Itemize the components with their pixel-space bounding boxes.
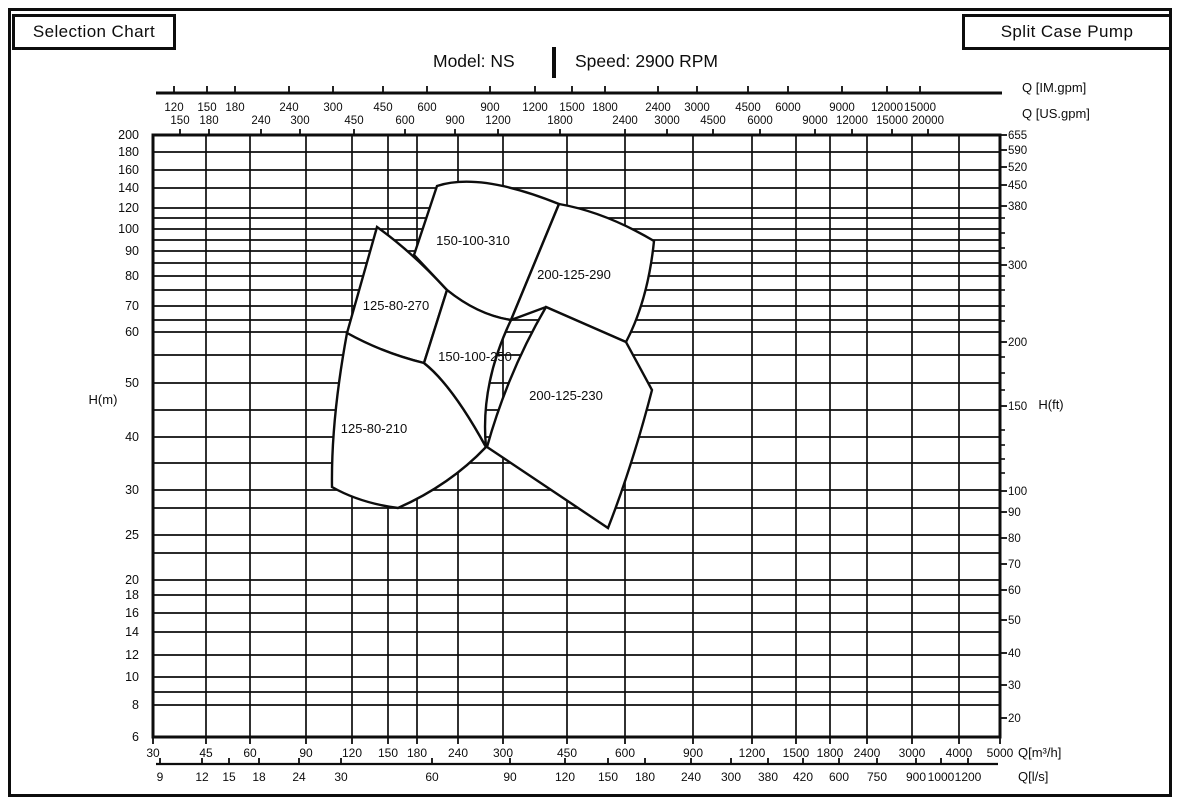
- ls-tick-label: 180: [634, 770, 656, 784]
- us-tick-label: 1800: [547, 115, 573, 127]
- m3h-tick-label: 90: [299, 746, 313, 760]
- m3h-tick-label: 30: [146, 746, 160, 760]
- m3h-tick-label: 5000: [986, 746, 1014, 760]
- m3h-tick-label: 60: [243, 746, 257, 760]
- im-tick-label: 6000: [775, 102, 801, 114]
- im-tick-label: 120: [164, 102, 184, 114]
- ls-axis-name: Q[l/s]: [1018, 769, 1049, 784]
- m3h-tick-label: 450: [556, 746, 578, 760]
- hft-tick-label: 60: [1008, 585, 1021, 597]
- hm-tick-label: 60: [125, 325, 139, 339]
- hm-tick-label: 50: [125, 376, 139, 390]
- ls-tick-label: 150: [597, 770, 619, 784]
- hft-tick-label: 70: [1008, 559, 1021, 571]
- hft-tick-label: 80: [1008, 533, 1021, 545]
- us-tick-label: 15000: [876, 115, 908, 127]
- ls-tick-label: 24: [292, 770, 306, 784]
- hm-tick-label: 90: [125, 244, 139, 258]
- us-tick-label: 20000: [912, 115, 944, 127]
- im-tick-label: 9000: [829, 102, 855, 114]
- us-tick-label: 180: [199, 115, 219, 127]
- hm-tick-label: 18: [125, 588, 139, 602]
- im-tick-label: 4500: [735, 102, 761, 114]
- ls-tick-label: 90: [503, 770, 517, 784]
- us-tick-label: 600: [395, 115, 415, 127]
- im-tick-label: 2400: [645, 102, 671, 114]
- im-tick-label: 1200: [522, 102, 548, 114]
- us-tick-label: 12000: [836, 115, 868, 127]
- us-tick-label: 4500: [700, 115, 726, 127]
- im-tick-label: 180: [225, 102, 245, 114]
- ls-tick-label: 12: [195, 770, 209, 784]
- hft-tick-label: 100: [1008, 486, 1028, 498]
- hm-tick-label: 160: [118, 163, 139, 177]
- pump-type-box: [962, 14, 1172, 50]
- chart-type-box: [12, 14, 176, 50]
- hm-tick-label: 10: [125, 670, 139, 684]
- hft-tick-label: 520: [1008, 162, 1028, 174]
- ls-tick-label: 750: [866, 770, 888, 784]
- hm-tick-label: 20: [125, 573, 139, 587]
- m3h-tick-label: 4000: [945, 746, 973, 760]
- speed-label: Speed: 2900 RPM: [575, 51, 719, 71]
- hft-axis-name: H(ft): [1038, 397, 1064, 412]
- hm-axis-name: H(m): [88, 392, 118, 407]
- hm-tick-label: 16: [125, 606, 139, 620]
- region-label: 125-80-210: [340, 421, 408, 436]
- m3h-tick-label: 150: [377, 746, 399, 760]
- ls-tick-label: 9: [156, 770, 164, 784]
- us-tick-label: 1200: [485, 115, 511, 127]
- im-tick-label: 12000: [871, 102, 903, 114]
- hm-tick-label: 140: [118, 181, 139, 195]
- hft-tick-label: 380: [1008, 201, 1028, 213]
- us-tick-label: 900: [445, 115, 465, 127]
- hft-tick-label: 590: [1008, 145, 1028, 157]
- im-tick-label: 3000: [684, 102, 710, 114]
- us-tick-label: 240: [251, 115, 271, 127]
- ls-tick-label: 60: [425, 770, 439, 784]
- hm-tick-label: 120: [118, 201, 139, 215]
- im-tick-label: 450: [373, 102, 393, 114]
- ls-tick-label: 15: [222, 770, 236, 784]
- hft-tick-label: 20: [1008, 713, 1021, 725]
- m3h-tick-label: 3000: [898, 746, 926, 760]
- im-tick-label: 15000: [904, 102, 936, 114]
- ls-tick-label: 300: [720, 770, 742, 784]
- im-tick-label: 1800: [592, 102, 618, 114]
- m3h-tick-label: 45: [199, 746, 213, 760]
- m3h-tick-label: 300: [492, 746, 514, 760]
- m3h-tick-label: 1800: [816, 746, 844, 760]
- us-tick-label: 9000: [802, 115, 828, 127]
- hft-tick-label: 50: [1008, 615, 1021, 627]
- ls-tick-label: 380: [757, 770, 779, 784]
- hm-tick-label: 80: [125, 269, 139, 283]
- m3h-tick-label: 120: [341, 746, 363, 760]
- m3h-tick-label: 900: [682, 746, 704, 760]
- region-label: 125-80-270: [362, 298, 430, 313]
- m3h-tick-label: 600: [614, 746, 636, 760]
- region-label: 200-125-290: [537, 267, 611, 282]
- hft-tick-label: 30: [1008, 680, 1021, 692]
- ls-tick-label: 1200: [954, 770, 982, 784]
- us-tick-label: 300: [290, 115, 310, 127]
- chart-type-label: Selection Chart: [32, 22, 156, 41]
- hm-tick-label: 100: [118, 222, 139, 236]
- hm-tick-label: 14: [125, 625, 139, 639]
- ls-tick-label: 240: [680, 770, 702, 784]
- hm-tick-label: 25: [125, 528, 139, 542]
- region-label: 150-100-250: [438, 349, 512, 364]
- m3h-axis-name: Q[m³/h]: [1018, 745, 1062, 760]
- model-label: Model: NS: [433, 51, 515, 71]
- hm-tick-label: 180: [118, 145, 139, 159]
- us-tick-label: 450: [344, 115, 364, 127]
- region-label: 200-125-230: [529, 388, 603, 403]
- m3h-tick-label: 2400: [853, 746, 881, 760]
- hft-tick-label: 150: [1008, 401, 1028, 413]
- m3h-tick-label: 180: [406, 746, 428, 760]
- ls-tick-label: 18: [252, 770, 266, 784]
- hft-tick-label: 450: [1008, 180, 1028, 192]
- hft-tick-label: 655: [1008, 130, 1028, 142]
- im-tick-label: 1500: [559, 102, 585, 114]
- hm-tick-label: 40: [125, 430, 139, 444]
- im-tick-label: 240: [279, 102, 299, 114]
- im-tick-label: 900: [480, 102, 500, 114]
- region-label: 150-100-310: [436, 233, 510, 248]
- hm-tick-label: 12: [125, 648, 139, 662]
- ls-tick-label: 600: [828, 770, 850, 784]
- ls-tick-label: 120: [554, 770, 576, 784]
- hm-tick-label: 8: [132, 698, 139, 712]
- m3h-tick-label: 1500: [782, 746, 810, 760]
- m3h-tick-label: 1200: [738, 746, 766, 760]
- us-tick-label: 6000: [747, 115, 773, 127]
- hm-tick-label: 30: [125, 483, 139, 497]
- im-tick-label: 600: [417, 102, 437, 114]
- pump-type-label: Split Case Pump: [1000, 22, 1134, 41]
- m3h-tick-label: 240: [447, 746, 469, 760]
- im-tick-label: 300: [323, 102, 343, 114]
- hft-tick-label: 300: [1008, 260, 1028, 272]
- ls-tick-label: 30: [334, 770, 348, 784]
- hm-tick-label: 200: [118, 128, 139, 142]
- us-tick-label: 3000: [654, 115, 680, 127]
- im-tick-label: 150: [197, 102, 217, 114]
- hft-tick-label: 200: [1008, 337, 1028, 349]
- ls-tick-label: 420: [792, 770, 814, 784]
- hm-tick-label: 70: [125, 299, 139, 313]
- us-tick-label: 2400: [612, 115, 638, 127]
- im-axis-name: Q [IM.gpm]: [1022, 80, 1087, 95]
- hft-tick-label: 40: [1008, 648, 1021, 660]
- ls-tick-label: 900: [905, 770, 927, 784]
- ls-tick-label: 1000: [927, 770, 955, 784]
- hft-tick-label: 90: [1008, 507, 1021, 519]
- us-axis-name: Q [US.gpm]: [1022, 106, 1090, 121]
- us-tick-label: 150: [170, 115, 190, 127]
- hm-tick-label: 6: [132, 730, 139, 744]
